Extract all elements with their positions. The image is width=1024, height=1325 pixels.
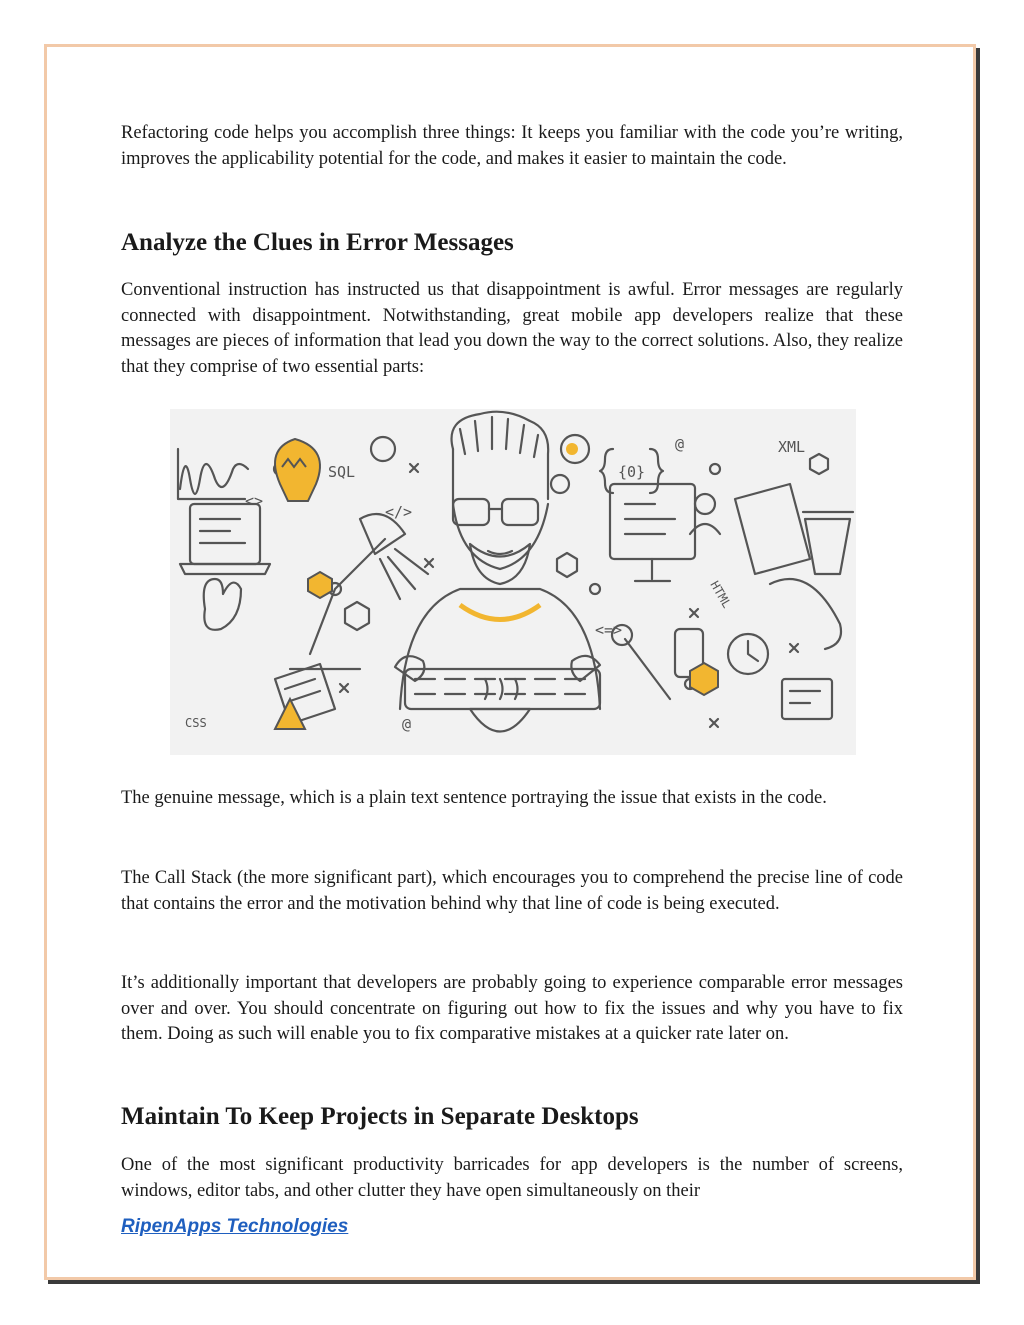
footer-brand-link[interactable]: RipenApps Technologies [121, 1216, 349, 1237]
paragraph-productivity-barricades: One of the most significant productivity barricades for app developers is the number of screens, windows, editor tabs, and other clutter they have open simultaneously on their [121, 1155, 903, 1201]
at-label-2: @ [402, 715, 412, 733]
lightbulb-icon [275, 439, 320, 501]
paragraph-additionally-important: It’s additionally important that developers are probably going to experience comparable error messages over and over. You should concentrate on figuring out how to fix the issues and why you have to fix them. Doing as such will enable you to fix comparative mistakes at a quicker rate later on. [121, 973, 903, 1044]
braces-label: {0} [618, 463, 646, 481]
box-icon [690, 663, 718, 695]
sql-label: SQL [328, 463, 356, 481]
paragraph-genuine-message: The genuine message, which is a plain text sentence portraying the issue that exists in the code. [121, 788, 827, 808]
xml-label: XML [778, 438, 806, 456]
html-label: HTML [707, 578, 734, 611]
tag-label-1: <> [245, 492, 264, 510]
paragraph-refactoring: Refactoring code helps you accomplish three things: It keeps you familiar with the code you’re writing, improves the applicability potential for the code, and makes it easier to maintain the code. [121, 123, 903, 169]
heading-analyze-error-messages: Analyze the Clues in Error Messages [121, 229, 514, 256]
tag-label-2: </> [385, 503, 413, 521]
tag-label-3: <=> [595, 621, 623, 639]
css-label: CSS [185, 716, 207, 730]
paragraph-conventional-instruction: Conventional instruction has instructed us that disappointment is awful. Error messages are regularly connected with disappointment. Notwithstanding, great mobile app developers realize that these messages are pieces of information that lead you down the way to the correct solutions. Also, they realize that they comprise of two essential parts: [121, 280, 903, 377]
developer-illustration [170, 409, 856, 755]
heading-separate-desktops: Maintain To Keep Projects in Separate Desktops [121, 1103, 639, 1130]
at-label-1: @ [675, 435, 685, 453]
developer-doodle-icon [170, 409, 856, 755]
paragraph-call-stack: The Call Stack (the more significant part), which encourages you to comprehend the precise line of code that contains the error and the motivation behind why that line of code is being executed. [121, 868, 903, 914]
